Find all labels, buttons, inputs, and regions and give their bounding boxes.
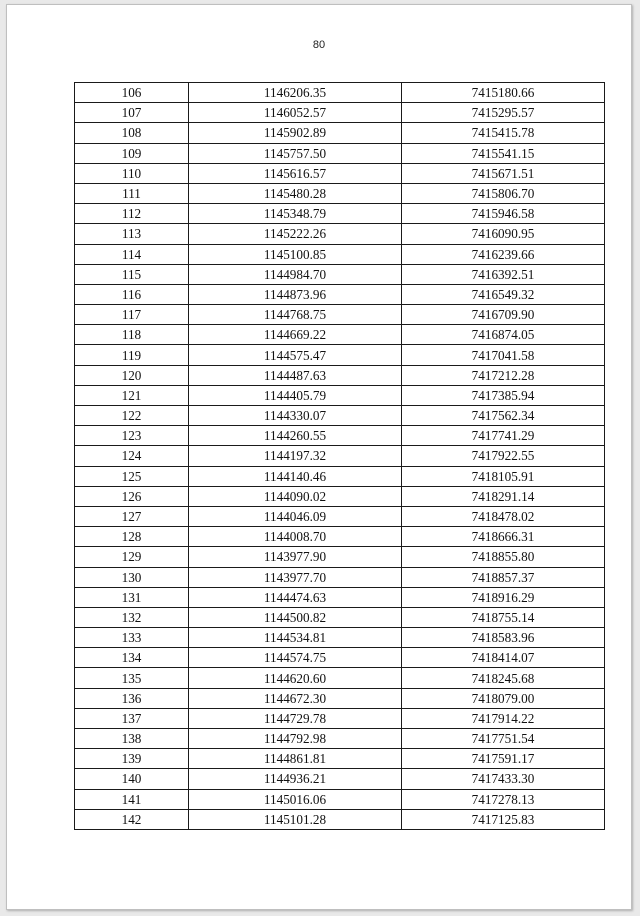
x-coordinate-cell: 1144574.75 (189, 648, 402, 668)
y-coordinate-cell: 7417562.34 (402, 406, 605, 426)
table-row (75, 244, 605, 264)
y-coordinate-cell: 7418079.00 (402, 688, 605, 708)
table-row (75, 648, 605, 668)
y-coordinate-cell: 7416090.95 (402, 224, 605, 244)
table-row (75, 486, 605, 506)
table-row (75, 547, 605, 567)
y-coordinate-cell: 7417212.28 (402, 365, 605, 385)
x-coordinate-cell: 1144474.63 (189, 587, 402, 607)
x-coordinate-cell: 1145101.28 (189, 809, 402, 829)
y-coordinate-cell: 7416392.51 (402, 264, 605, 284)
table-row (75, 466, 605, 486)
point-number-cell: 131 (75, 587, 189, 607)
point-number-cell: 112 (75, 204, 189, 224)
x-coordinate-cell: 1145100.85 (189, 244, 402, 264)
table-row (75, 103, 605, 123)
point-number-cell: 138 (75, 729, 189, 749)
table-row (75, 809, 605, 829)
x-coordinate-cell: 1144487.63 (189, 365, 402, 385)
point-number-cell: 119 (75, 345, 189, 365)
point-number-cell: 114 (75, 244, 189, 264)
y-coordinate-cell: 7415946.58 (402, 204, 605, 224)
x-coordinate-cell: 1144330.07 (189, 406, 402, 426)
table-row (75, 345, 605, 365)
point-number-cell: 115 (75, 264, 189, 284)
point-number-cell: 107 (75, 103, 189, 123)
x-coordinate-cell: 1143977.70 (189, 567, 402, 587)
point-number-cell: 135 (75, 668, 189, 688)
table-row (75, 83, 605, 103)
y-coordinate-cell: 7417914.22 (402, 708, 605, 728)
table-row (75, 769, 605, 789)
y-coordinate-cell: 7417433.30 (402, 769, 605, 789)
x-coordinate-cell: 1146052.57 (189, 103, 402, 123)
y-coordinate-cell: 7416709.90 (402, 305, 605, 325)
point-number-cell: 120 (75, 365, 189, 385)
y-coordinate-cell: 7417591.17 (402, 749, 605, 769)
y-coordinate-cell: 7417385.94 (402, 385, 605, 405)
x-coordinate-cell: 1144792.98 (189, 729, 402, 749)
x-coordinate-cell: 1144620.60 (189, 668, 402, 688)
point-number-cell: 108 (75, 123, 189, 143)
x-coordinate-cell: 1144873.96 (189, 284, 402, 304)
x-coordinate-cell: 1144405.79 (189, 385, 402, 405)
y-coordinate-cell: 7415806.70 (402, 183, 605, 203)
point-number-cell: 133 (75, 628, 189, 648)
y-coordinate-cell: 7417278.13 (402, 789, 605, 809)
table-row (75, 749, 605, 769)
point-number-cell: 142 (75, 809, 189, 829)
point-number-cell: 106 (75, 83, 189, 103)
table-row (75, 789, 605, 809)
y-coordinate-cell: 7418666.31 (402, 527, 605, 547)
coordinates-table-body (75, 83, 605, 830)
x-coordinate-cell: 1144500.82 (189, 607, 402, 627)
x-coordinate-cell: 1144672.30 (189, 688, 402, 708)
point-number-cell: 132 (75, 607, 189, 627)
y-coordinate-cell: 7417741.29 (402, 426, 605, 446)
x-coordinate-cell: 1144936.21 (189, 769, 402, 789)
x-coordinate-cell: 1146206.35 (189, 83, 402, 103)
y-coordinate-cell: 7418916.29 (402, 587, 605, 607)
x-coordinate-cell: 1144729.78 (189, 708, 402, 728)
point-number-cell: 127 (75, 506, 189, 526)
y-coordinate-cell: 7418291.14 (402, 486, 605, 506)
point-number-cell: 117 (75, 305, 189, 325)
table-row (75, 628, 605, 648)
point-number-cell: 116 (75, 284, 189, 304)
table-row (75, 587, 605, 607)
y-coordinate-cell: 7415295.57 (402, 103, 605, 123)
x-coordinate-cell: 1144669.22 (189, 325, 402, 345)
point-number-cell: 129 (75, 547, 189, 567)
point-number-cell: 128 (75, 527, 189, 547)
table-row (75, 729, 605, 749)
coordinates-table (74, 82, 605, 830)
table-row (75, 325, 605, 345)
y-coordinate-cell: 7418414.07 (402, 648, 605, 668)
x-coordinate-cell: 1144197.32 (189, 446, 402, 466)
x-coordinate-cell: 1144984.70 (189, 264, 402, 284)
y-coordinate-cell: 7417751.54 (402, 729, 605, 749)
x-coordinate-cell: 1145757.50 (189, 143, 402, 163)
y-coordinate-cell: 7417041.58 (402, 345, 605, 365)
x-coordinate-cell: 1145348.79 (189, 204, 402, 224)
y-coordinate-cell: 7418583.96 (402, 628, 605, 648)
y-coordinate-cell: 7416549.32 (402, 284, 605, 304)
table-row (75, 365, 605, 385)
x-coordinate-cell: 1145480.28 (189, 183, 402, 203)
table-row (75, 143, 605, 163)
x-coordinate-cell: 1144768.75 (189, 305, 402, 325)
y-coordinate-cell: 7418755.14 (402, 607, 605, 627)
x-coordinate-cell: 1145016.06 (189, 789, 402, 809)
y-coordinate-cell: 7416874.05 (402, 325, 605, 345)
table-row (75, 527, 605, 547)
table-row (75, 224, 605, 244)
point-number-cell: 122 (75, 406, 189, 426)
table-row (75, 607, 605, 627)
x-coordinate-cell: 1144090.02 (189, 486, 402, 506)
x-coordinate-cell: 1145902.89 (189, 123, 402, 143)
x-coordinate-cell: 1144260.55 (189, 426, 402, 446)
point-number-cell: 140 (75, 769, 189, 789)
y-coordinate-cell: 7415541.15 (402, 143, 605, 163)
x-coordinate-cell: 1144140.46 (189, 466, 402, 486)
table-row (75, 406, 605, 426)
point-number-cell: 139 (75, 749, 189, 769)
x-coordinate-cell: 1144534.81 (189, 628, 402, 648)
table-row (75, 446, 605, 466)
point-number-cell: 125 (75, 466, 189, 486)
table-row (75, 183, 605, 203)
x-coordinate-cell: 1143977.90 (189, 547, 402, 567)
point-number-cell: 123 (75, 426, 189, 446)
point-number-cell: 134 (75, 648, 189, 668)
x-coordinate-cell: 1144008.70 (189, 527, 402, 547)
table-row (75, 426, 605, 446)
y-coordinate-cell: 7415415.78 (402, 123, 605, 143)
x-coordinate-cell: 1144861.81 (189, 749, 402, 769)
point-number-cell: 118 (75, 325, 189, 345)
point-number-cell: 130 (75, 567, 189, 587)
table-row (75, 385, 605, 405)
x-coordinate-cell: 1145222.26 (189, 224, 402, 244)
document-page (6, 4, 632, 910)
y-coordinate-cell: 7417922.55 (402, 446, 605, 466)
table-row (75, 123, 605, 143)
table-row (75, 688, 605, 708)
y-coordinate-cell: 7418478.02 (402, 506, 605, 526)
y-coordinate-cell: 7417125.83 (402, 809, 605, 829)
point-number-cell: 109 (75, 143, 189, 163)
point-number-cell: 111 (75, 183, 189, 203)
y-coordinate-cell: 7418245.68 (402, 668, 605, 688)
y-coordinate-cell: 7415180.66 (402, 83, 605, 103)
point-number-cell: 113 (75, 224, 189, 244)
table-row (75, 264, 605, 284)
x-coordinate-cell: 1145616.57 (189, 163, 402, 183)
table-row (75, 305, 605, 325)
table-row (75, 567, 605, 587)
table-row (75, 668, 605, 688)
table-row (75, 506, 605, 526)
table-row (75, 284, 605, 304)
point-number-cell: 110 (75, 163, 189, 183)
y-coordinate-cell: 7418105.91 (402, 466, 605, 486)
table-row (75, 204, 605, 224)
y-coordinate-cell: 7418857.37 (402, 567, 605, 587)
table-row (75, 708, 605, 728)
point-number-cell: 121 (75, 385, 189, 405)
point-number-cell: 141 (75, 789, 189, 809)
point-number-cell: 124 (75, 446, 189, 466)
y-coordinate-cell: 7418855.80 (402, 547, 605, 567)
x-coordinate-cell: 1144046.09 (189, 506, 402, 526)
point-number-cell: 137 (75, 708, 189, 728)
y-coordinate-cell: 7415671.51 (402, 163, 605, 183)
y-coordinate-cell: 7416239.66 (402, 244, 605, 264)
page-number: 80 (312, 39, 326, 51)
point-number-cell: 136 (75, 688, 189, 708)
point-number-cell: 126 (75, 486, 189, 506)
x-coordinate-cell: 1144575.47 (189, 345, 402, 365)
table-row (75, 163, 605, 183)
